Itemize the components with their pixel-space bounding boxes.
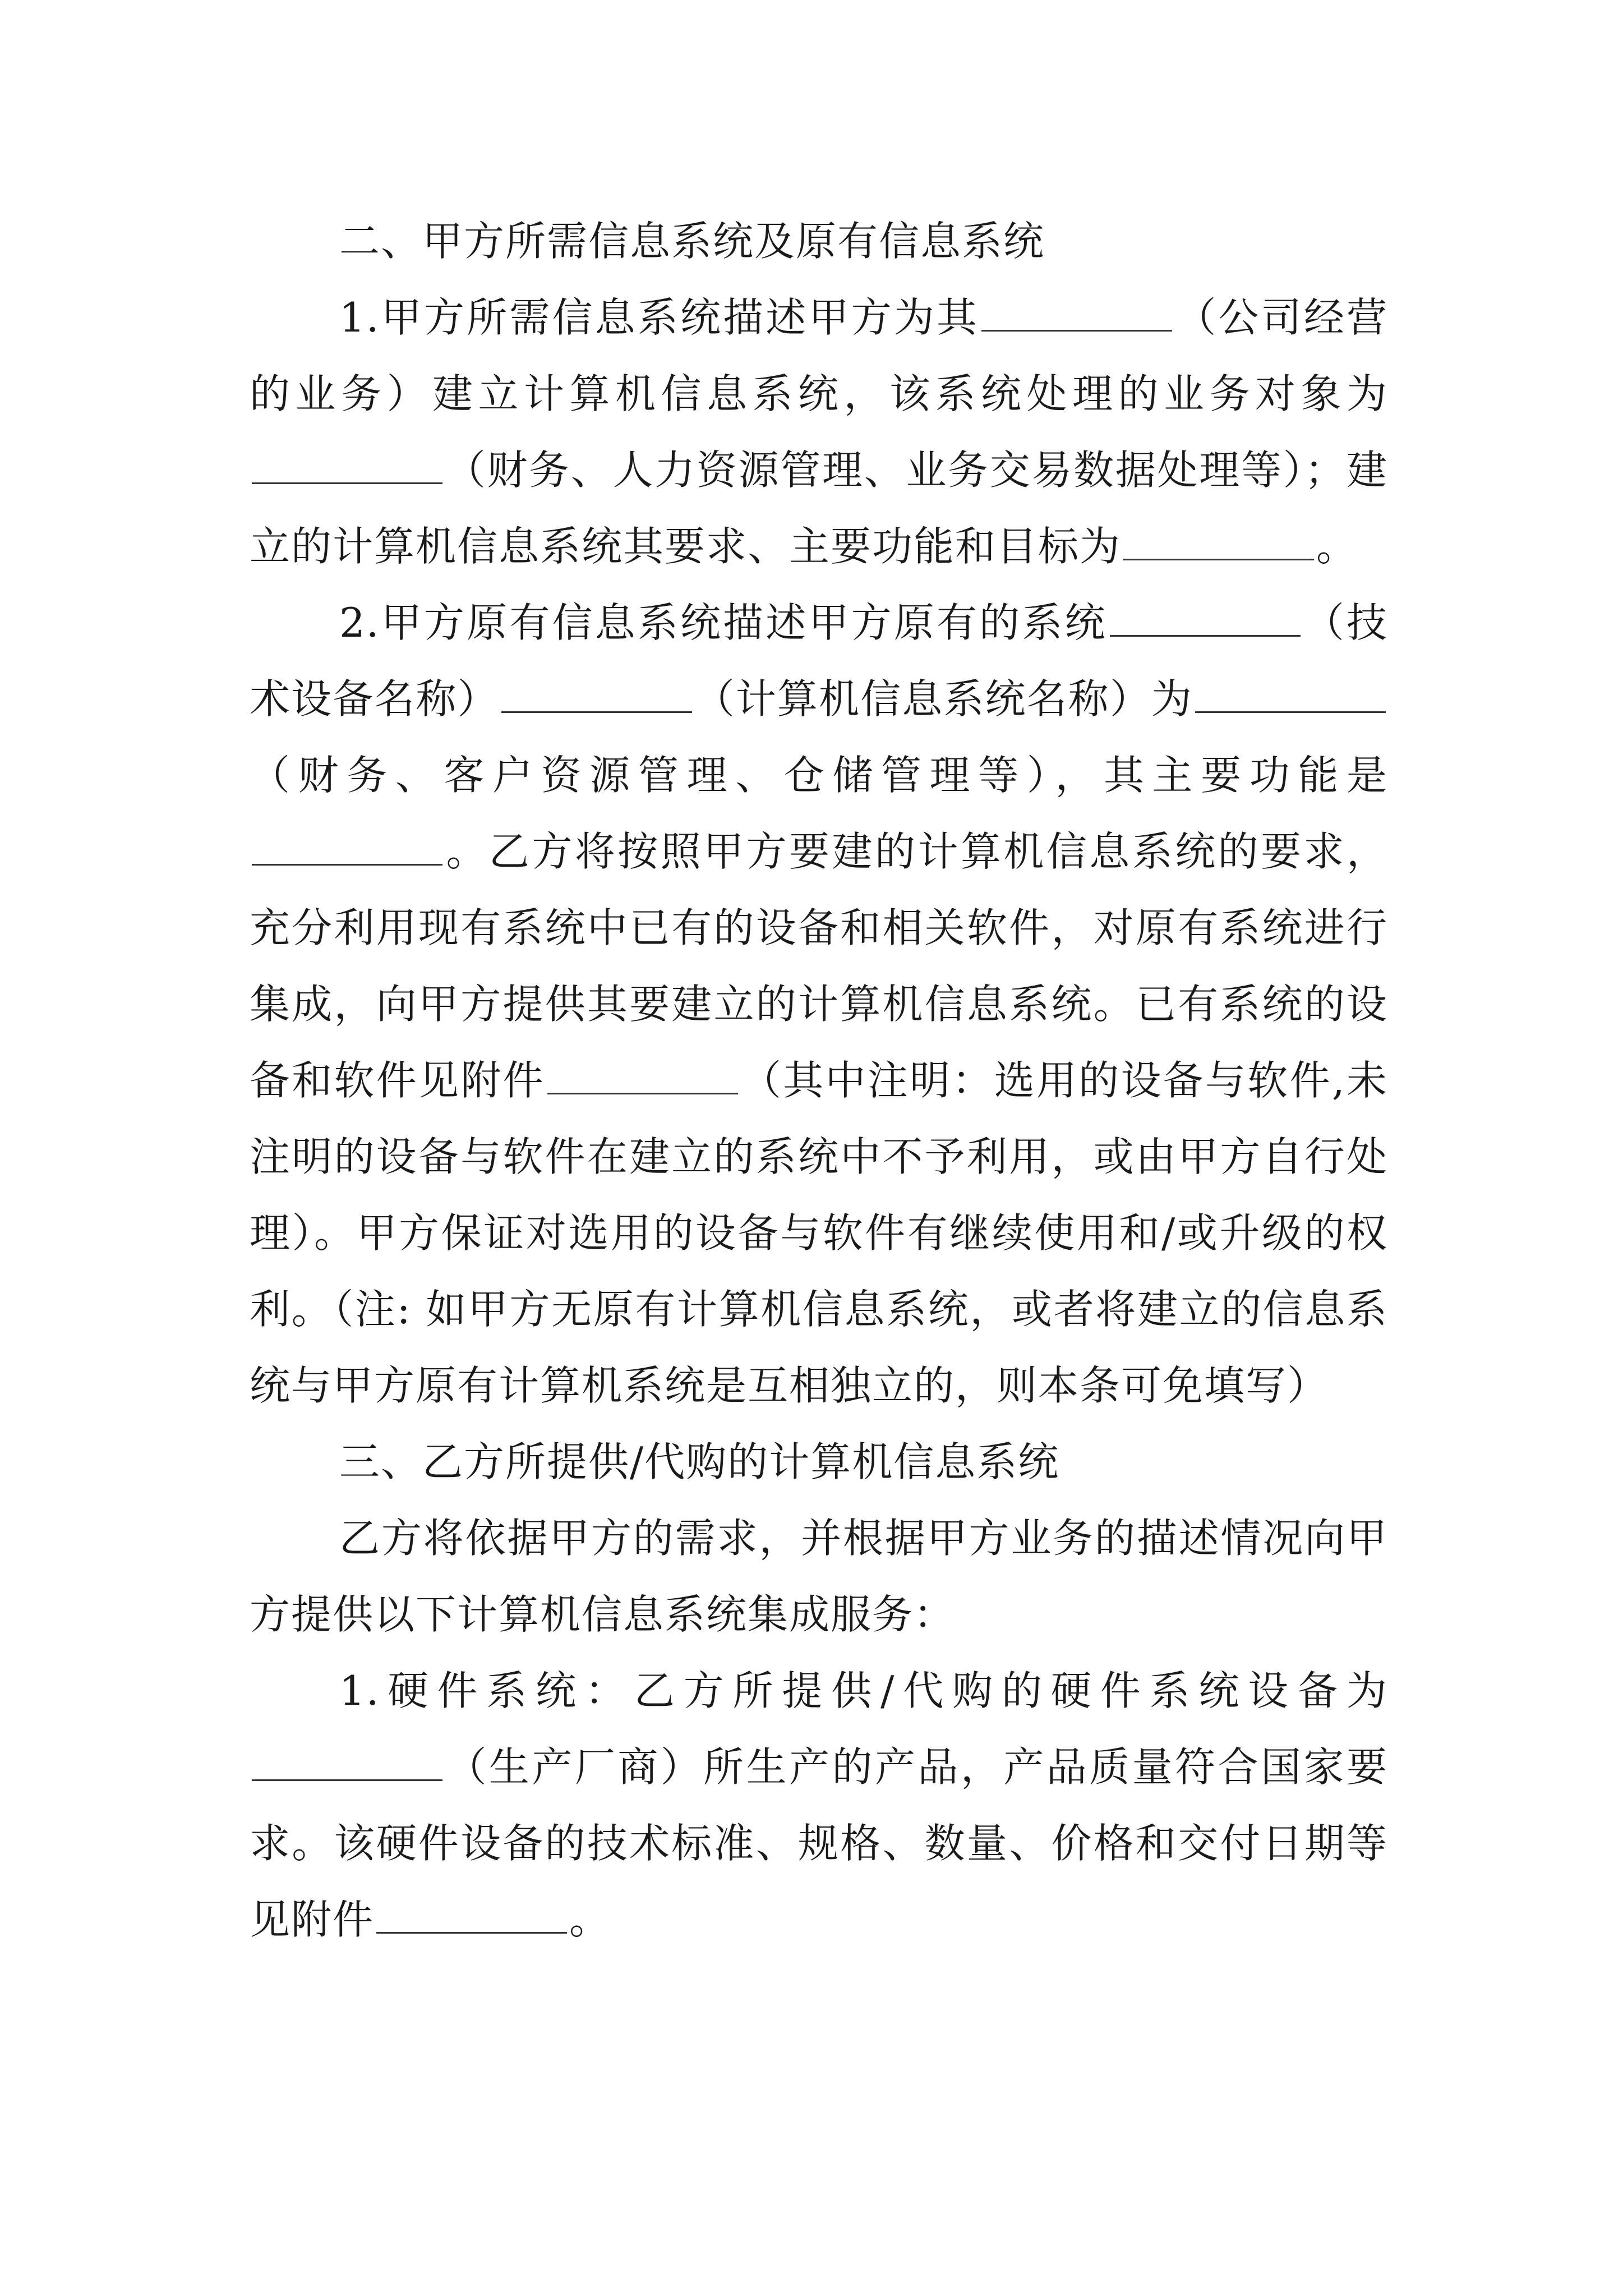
fill-in-blank[interactable]	[1195, 678, 1386, 713]
section-3-paragraph-1	[250, 1653, 1388, 1958]
text-run: （生产厂商）所生产的产品，产品质量符合国家要求。该硬件设备的技术标准、规格、数量、价格和交付日期等见附件	[250, 1743, 1388, 1943]
fill-in-blank[interactable]	[547, 1059, 738, 1094]
fill-in-blank[interactable]	[1110, 601, 1301, 637]
document-body	[250, 203, 1388, 1958]
text-run: （其中注明：选用的设备与软件,未注明的设备与软件在建立的系统中不予利用，或由甲方自行处理）。甲方保证对选用的设备与软件有继续使用和/或升级的权利。（注: 如甲方无原有计算机信息系统，或者将建立的信息系统与甲方原有计算机系统是互相独立的，则本条可免填写）	[250, 1057, 1388, 1409]
text-run: （公司经营的业务）建立计算机信息系统，该系统处理的业务对象为	[250, 294, 1388, 417]
fill-in-blank[interactable]	[981, 296, 1172, 332]
fill-in-blank[interactable]	[252, 449, 442, 484]
fill-in-blank[interactable]	[376, 1898, 567, 1934]
text-run: （计算机信息系统名称）为	[694, 675, 1193, 723]
fill-in-blank[interactable]	[252, 830, 442, 866]
fill-in-blank[interactable]	[501, 678, 692, 713]
section-2-heading: 二、甲方所需信息系统及原有信息系统	[339, 218, 1045, 265]
fill-in-blank[interactable]	[1123, 525, 1314, 560]
text-run: （财务、人力资源管理、业务交易数据处理等）；建立的计算机信息系统其要求、主要功能和目标为	[250, 447, 1388, 570]
section-2-paragraph-1	[250, 279, 1388, 585]
section-3-heading: 三、乙方所提供/代购的计算机信息系统	[339, 1438, 1060, 1485]
fill-in-blank[interactable]	[252, 1746, 442, 1781]
section-3-intro: 乙方将依据甲方的需求，并根据甲方业务的描述情况向甲方提供以下计算机信息系统集成服务：	[250, 1515, 1388, 1638]
text-run: 。	[1316, 523, 1358, 570]
text-run: 1.硬件系统：乙方所提供/代购的硬件系统设备为	[339, 1667, 1388, 1714]
text-run: 1.甲方所需信息系统描述甲方为其	[339, 294, 980, 341]
text-run: 。乙方将按照甲方要建的计算机信息系统的要求，充分利用现有系统中已有的设备和相关软件，对原有系统进行集成，向甲方提供其要建立的计算机信息系统。已有系统的设备和软件见附件	[250, 828, 1388, 1104]
text-run: （财务、客户资源管理、仓储管理等），其主要功能是	[250, 752, 1388, 799]
text-run: 2.甲方原有信息系统描述甲方原有的系统	[339, 599, 1108, 646]
text-run: （技术设备名称）	[250, 599, 1388, 723]
text-run: 。	[569, 1896, 611, 1943]
section-2-paragraph-2	[250, 585, 1388, 1424]
